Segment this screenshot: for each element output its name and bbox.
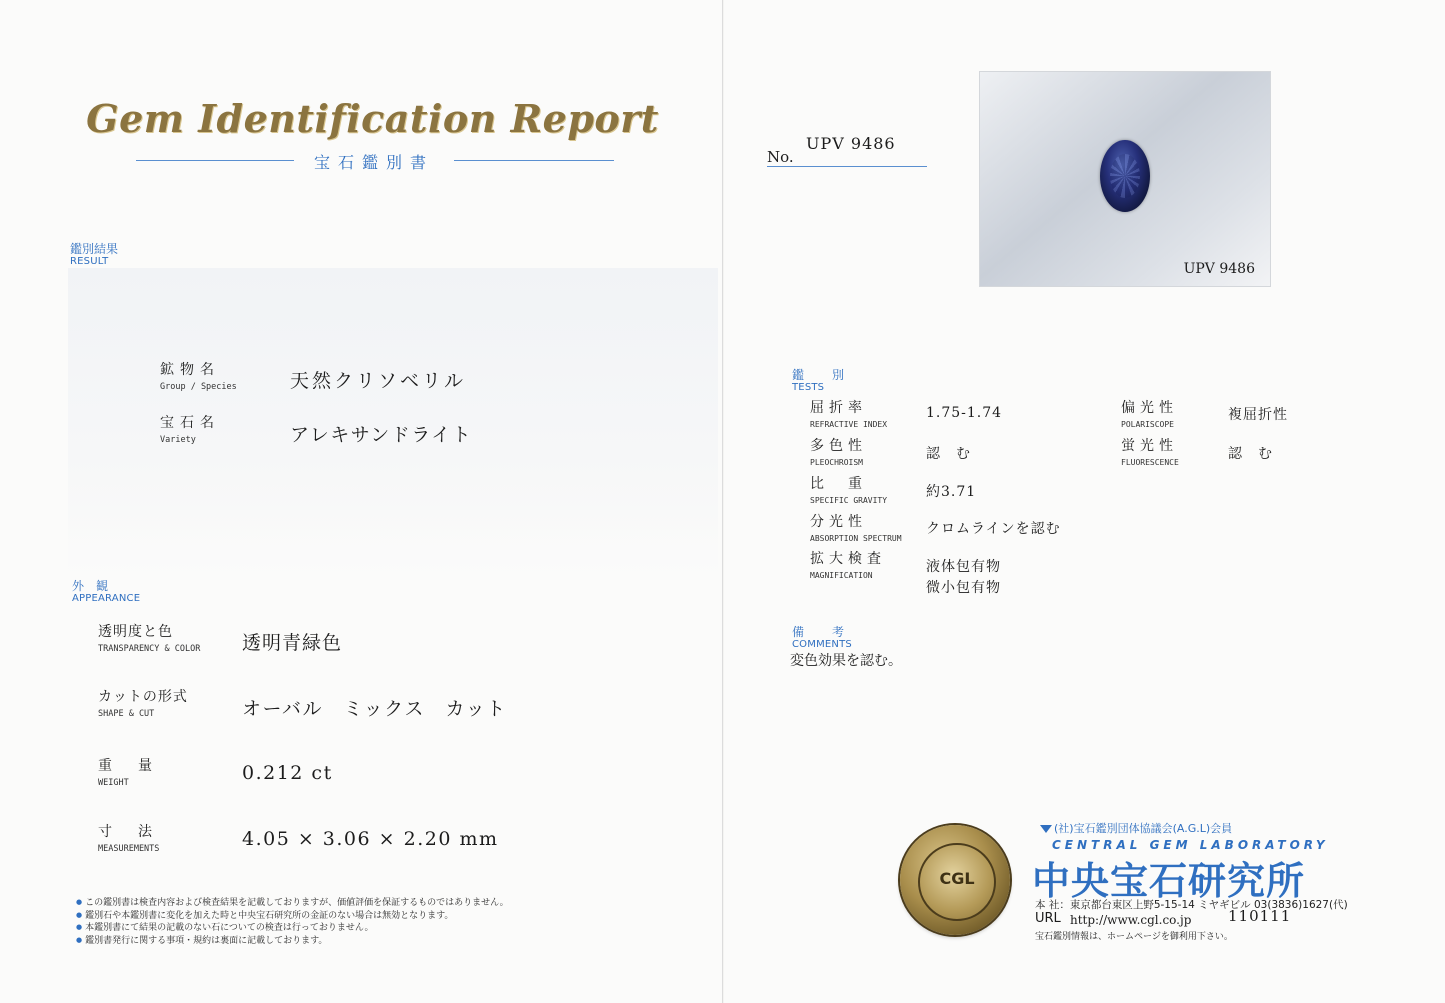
agl-logo-icon: [1040, 825, 1052, 833]
variety-label: 宝石名 Variety: [160, 415, 220, 445]
magnification-label: 拡大検査 MAGNIFICATION: [810, 551, 886, 580]
absorption-spectrum-value: クロムラインを認む: [926, 521, 1061, 537]
comment-text: 変色効果を認む。: [790, 653, 902, 669]
pleochroism-value: 認 む: [926, 446, 971, 462]
info-note: 宝石鑑別情報は、ホームページを御利用下さい。: [1035, 932, 1233, 942]
group-species-label: 鉱物名 Group / Species: [160, 362, 237, 392]
weight-value: 0.212 ct: [242, 762, 333, 784]
shape-cut-label: カットの形式 SHAPE & CUT: [98, 689, 188, 719]
polariscope-value: 複屈折性: [1228, 407, 1288, 423]
disclaimer-notes: [76, 897, 509, 947]
seal-mark: CGL: [939, 869, 975, 888]
laboratory-address: 本 社：東京都台東区上野5-15-14 ミヤギビル 03(3836)1627(代): [1035, 899, 1348, 911]
specific-gravity-value: 約3.71: [926, 484, 977, 500]
note-item: ● この鑑別書は検査内容および検査結果を記載しておりますが、価値評価を保証するものではありません。: [76, 897, 509, 910]
laboratory-seal: [900, 825, 1010, 935]
absorption-spectrum-label: 分光性 ABSORPTION SPECTRUM: [810, 514, 902, 543]
refractive-index-label: 屈折率 REFRACTIVE INDEX: [810, 400, 888, 429]
url-label: URL: [1035, 911, 1061, 926]
subtitle-rule-left: [136, 160, 294, 161]
variety-value: アレキサンドライト: [290, 424, 473, 446]
transparency-color-value: 透明青緑色: [242, 632, 343, 654]
member-line: [1040, 820, 1232, 836]
measurements-label: 寸 法 MEASUREMENTS: [98, 824, 160, 854]
result-section-heading: 鑑別結果 RESULT: [70, 242, 119, 267]
laboratory-name-en: CENTRAL GEM LABORATORY: [1052, 838, 1329, 852]
report-number-label: No.: [767, 148, 794, 166]
fluorescence-label: 蛍光性 FLUORESCENCE: [1121, 438, 1179, 467]
comments-section-heading: 備 考 COMMENTS: [792, 625, 853, 650]
report-number-rule: [767, 166, 927, 167]
polariscope-label: 偏光性 POLARISCOPE: [1121, 400, 1178, 429]
serial-number: 110111: [1228, 907, 1292, 925]
measurements-value: 4.05 × 3.06 × 2.20 mm: [242, 828, 499, 850]
pleochroism-label: 多色性 PLEOCHROISM: [810, 438, 867, 467]
magnification-value-2: 微小包有物: [926, 580, 1001, 596]
subtitle-rule-right: [454, 160, 614, 161]
note-item: ● 鑑別石や本鑑別書に変化を加えた時と中央宝石研究所の金証のない場合は無効となります。: [76, 910, 509, 923]
report-number-value: UPV 9486: [806, 134, 896, 153]
group-species-value: 天然クリソベリル: [290, 370, 467, 392]
gem-photo: [980, 72, 1270, 286]
note-item: ● 鑑別書発行に関する事項・規約は裏面に記載しております。: [76, 935, 509, 948]
magnification-value-1: 液体包有物: [926, 559, 1001, 575]
specific-gravity-label: 比 重 SPECIFIC GRAVITY: [810, 476, 888, 505]
report-subtitle: 宝石鑑別書: [313, 153, 434, 172]
report-title: Gem Identification Report: [86, 96, 659, 141]
tests-section-heading: 鑑 別 TESTS: [792, 368, 853, 393]
member-text: (社)宝石鑑別団体協議会(A.G.L)会員: [1054, 822, 1233, 835]
fluorescence-value: 認 む: [1228, 446, 1273, 462]
laboratory-url[interactable]: http://www.cgl.co.jp: [1070, 913, 1192, 927]
transparency-color-label: 透明度と色 TRANSPARENCY & COLOR: [98, 624, 201, 654]
photo-id-label: UPV 9486: [1183, 261, 1255, 277]
note-item: ● 本鑑別書にて結果の記載のない石についての検査は行っておりません。: [76, 922, 509, 935]
shape-cut-value: オーバル ミックス カット: [242, 698, 507, 720]
refractive-index-value: 1.75-1.74: [926, 405, 1003, 421]
weight-label: 重 量 WEIGHT: [98, 758, 158, 788]
appearance-section-heading: 外 観 APPEARANCE: [72, 579, 141, 604]
laboratory-name-jp: 中央宝石研究所: [1032, 859, 1306, 903]
gem-image: [1100, 140, 1150, 212]
